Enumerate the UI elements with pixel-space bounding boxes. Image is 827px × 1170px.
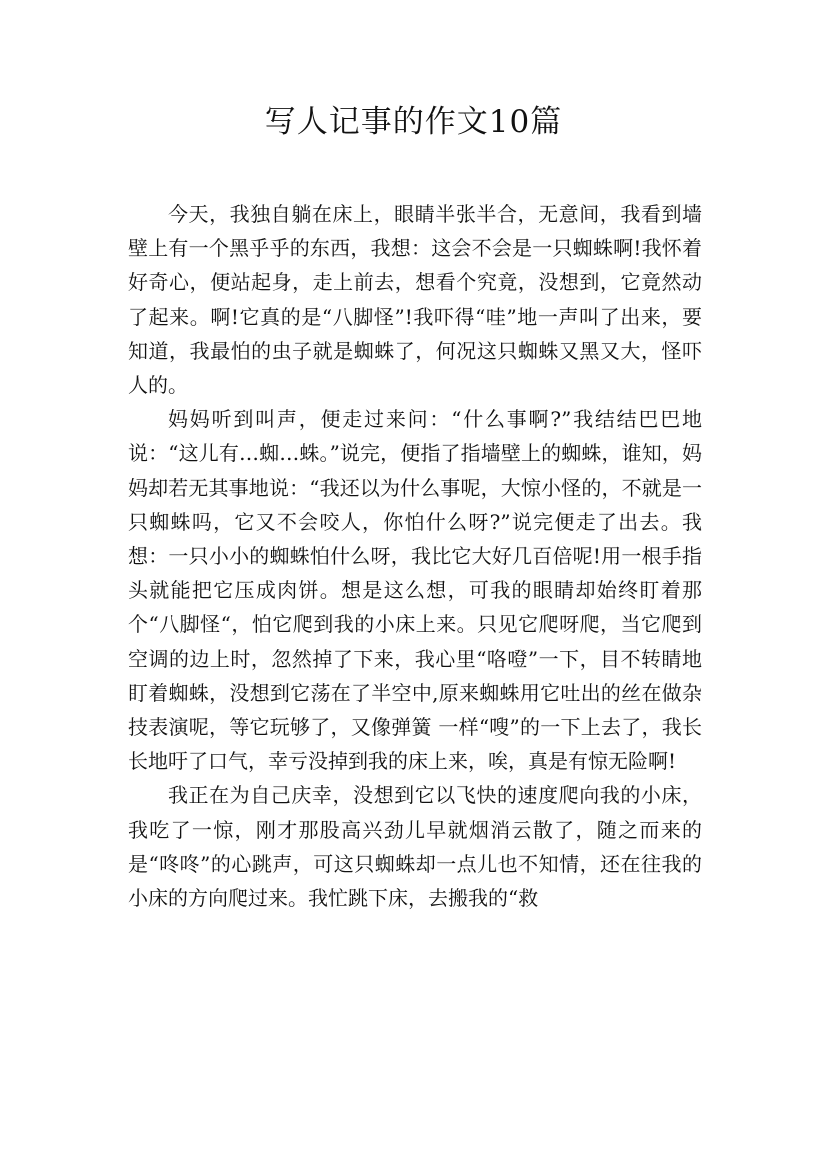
document-title: 写人记事的作文10篇 <box>264 104 563 140</box>
paragraph: 我正在为自己庆幸，没想到它以飞快的速度爬向我的小床，我吃了一惊，刚才那股高兴劲儿早就烟消云散了，随之而来的是“咚咚”的心跳声，可这只蜘蛛却一点儿也不知情，还在往我的小床的方向爬过来。我忙跳下床，去搬我的“救 <box>128 783 702 911</box>
paragraph: 今天，我独自躺在床上，眼睛半张半合，无意间，我看到墙壁上有一个黑乎乎的东西，我想：这会不会是一只蜘蛛啊!我怀着好奇心，便站起身，走上前去，想看个究竟，没想到，它竟然动了起来。啊!它真的是“八脚怪”!我吓得“哇”地一声叫了出来，要知道，我最怕的虫子就是蜘蛛了，何况这只蜘蛛又黑又大，怪吓人的。 <box>128 202 702 398</box>
paragraph: 妈妈听到叫声，便走过来问：“什么事啊?”我结结巴巴地说：“这儿有…蜘…蛛。”说完，便指了指墙壁上的蜘蛛，谁知，妈妈却若无其事地说：“我还以为什么事呢，大惊小怪的，不就是一只蜘蛛吗，它又不会咬人，你怕什么呀?”说完便走了出去。我想：一只小小的蜘蛛怕什么呀，我比它大好几百倍呢!用一根手指头就能把它压成肉饼。想是这么想，可我的眼睛却始终盯着那个“八脚怪“，怕它爬到我的小床上来。只见它爬呀爬，当它爬到空调的边上时，忽然掉了下来，我心里“咯噔”一下，目不转睛地盯着蜘蛛，没想到它荡在了半空中,原来蜘蛛用它吐出的丝在做杂技表演呢，等它玩够了，又像弹簧 一样“嗖”的一下上去了，我长长地吁了口气，幸亏没掉到我的床上来，唉，真是有惊无险啊! <box>128 407 702 774</box>
document-body <box>128 197 702 915</box>
